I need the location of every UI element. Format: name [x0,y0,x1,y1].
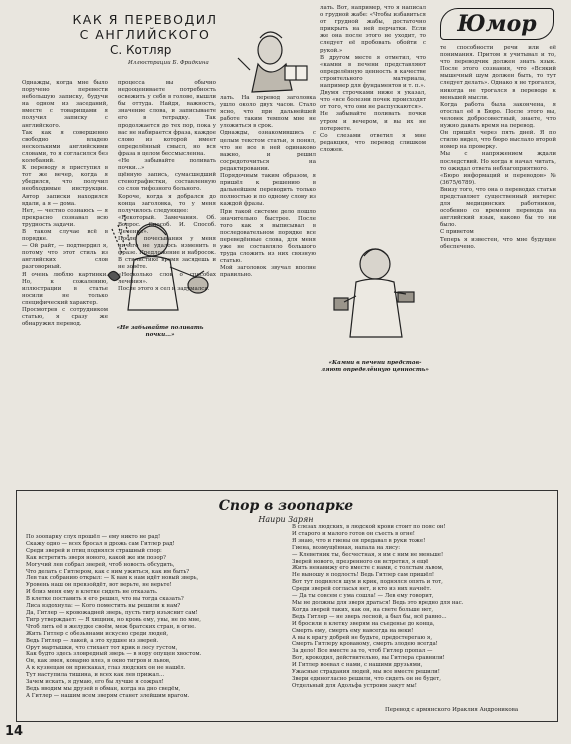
poem-right-column: В слезах людских, в людской крови стоит по пояс он! И старого и малого готов он съесть в огне! Я знаю, что и гиены он предавал в руки тоже! Гиена, возмущённая, напала на лису: — Клеветник ты, бесчестная, я им с ним не меньше! Зверей нового, презренного он встретил, я ещё Жить ненавижу его вместе с нами, с толстым львом, Не выношу я подлость! Ведь Гитлер сам пришёл! Вот тут поднялся шум и крик, поднялся опять и тот, Среди зверей согласья нет, и кто из них начнёт. — Да ты совсем с ума сошла! — Лев ему говорит, Мы не должны для зверя драться! Ведь это вредно для нас. Когда зверей таких, как он, на свете больше нет, Ведь Гитлер — не зверь лесной, а был бы, всё равно... И бросили в клетку зверям на съеденье до конца, Смерть ему, смерть ему навсегда на веки! А вы к врагу добрей не будьте, предостерегаю я, Смерть Гитлеру кровавому, смерть злодею всегда! За дело! Все вместе за то, чтоб Гитлер пропал — Вот, крокодил, действительно, вы Гитлера сравнили! И Гитлер воевал с нами, с нашими друзьями, Ужасные страдания людей, мы все вместе решили! Звери единогласно решили, что сидеть он не будет, Отдельный для Адольфа устроим закут мы! [292,524,464,689]
caption-right: «Камни в печени представ- ляют определённую ценность» [321,360,429,373]
article-column-4: лать. Вот, например, что я написал о грудной жабе: «Чтобы избавиться от грудной жабы, достаточно прикрыть на ней перчатки. Если же она после этого не уходит, то следует её пробовать обойти с рукой.» В другом месте я отметил, что «камни в печени представляют определённую ценность в качестве строительного материала, например для фундаментов и т. п.». Двумя строчками ниже я указал, что «все болезни почек происходят от того, что они не распускаются». Не забывайте поливать почки утром и вечером, и вы их не потеряете. Со слезами ответил я мне редакция, что перевод слишком сложен. [320,5,426,153]
poem-translator: Перевод с армянского Ираклия Андроникова [385,707,519,713]
humor-badge: Юмор [440,8,554,40]
stones-illustration [320,232,430,352]
article-author: С. Котляр [110,43,172,57]
article-column-5: те способности речи или её понимания. Притом я учитывал и то, что переводчик должен знать язык. После этого сознания, что «Всякий мышечный шум должен быть, то тут следует делать». Однако я не трогался, никогда не трогался в переводе к меньшей мысли. Когда работа была закончена, я отослал её в Бюро. После этого вы, человек добросовестный, знаете, что нужно давать время на перевод. Он пришёл через пять дней. Я по стилю видел, что бюро выслало второй номер на проверку. Мы с напряжением ждали последствий. Но когда я начал читать, то ожидал ответа неблагоприятного. «Бюро информаций и переводов» № (3675/6789). Внизу того, что она о переводах статьи представляет существенный интерес для медицинских работников, особенно со времени перевода на английский язык, каково бы то ни было. С приветом Теперь я известен, что мне будущее обеспечено. [440,45,556,250]
illustrations-credit: Иллюстрации Б. Фридкина [128,60,209,66]
caption-left: «Не забывайте поливать почки...» [116,325,204,338]
article-column-3: лать. На перевод заголовка ушло около двух часов. Стало ясно, что при дальнейшей работе таким темпом мне не уложиться в срок. Однажды, ознакомившись с целым текстом статьи, я понял, что не все в ней одинаково важно, и решил сосредоточиться на редактировании. Порядочным таким образом, я пришёл к решению в дальнейшем переводить только полностью и по одному слову из каждой фразы. При такой системе дело пошло значительно быстрее. После того как я выписывал в последовательном порядке все переведённые слова, для меня уже не составляло большого труда сложить из них связную статью. Мой заголовок звучал вполне правильно. [220,95,316,279]
page-number: 14 [5,724,24,739]
poem-title: Спор в зоопарке [218,498,354,514]
article-column-2: процесса вы обычно недооцениваете потребность освежить у себя в голове, вышли бы оттуда. Найдя, важность, значение слова, и записываете его в тетрадку. Так продолжается до тех пор, пока у вас не набирается фраза, каждое слово из которой имеет определённый смысл, но вся фраза в целом бессмысленна. «Не забывайте поливать почки...» щённую запись, сумасшедший стенографистки, составленную со слов тифозного больного. Короче, когда я добрался до конца заголовка, то у меня получилось следующее: «Некоторый. Замечания. Об. Вопрос. Способ. И. Способ. Лечение». После почесывания у меня ничего не удалось изменить в фразе. Предложение и набросок. В стилистике время засядешь и не зовёте. «Несколько слов о способах лечения». После этого я сел и задумался. [118,80,216,292]
poem-author: Наири Зарян [258,515,314,524]
article-title: КАК Я ПЕРЕВОДИЛ С АНГЛИЙСКОГО [72,12,218,42]
poem-left-column: По зоопарку слух прошёл — ему никто не рад! Скажу одно — всех бросал в дрожь сам Гитлер рад! Среди зверей и птиц поднялся страшный спор: Как встретить зверя нового, какой же им позор? Могучий лев собрал зверей, чтоб новость обсудить, Что делать с Гитлером, как с ним ужиться, как им быть? Лев так собранию открыл: — К вам к нам идёт новый зверь, Уровень наш он превзойдёт, вот верьте, не верьте! И близ меня ему в клетке сидеть не отказать. В клетке поставить я его решил, что вы тогда сказать? Лиса вздохнула: — Кого поместить вы решили к нам? Да, Гитлер — кровожадней зверь, пусть тигр изъяснит сам! Тигр утверждает: — Я хищник, но кровь ему, увы, не по мне, Чтоб лить её в желудке своём, меж братских стран, в огне. Жить Гитлер с обезьянами искусно среди людей, Ведь Гитлер — лакей, а это худшее из зверей. Орут мартышки, что стихает тот крик в лесу густом, Как будто здесь зловредный зверь — в нору опущен хвостом. Он, как змея, коварно влез, в окно тигров и львов, А к кузнецам он прискакал, глаз людских он не нашёл. Тут наступила тишина, и всех как лев прижал... Зачем искать, я думаю, его бы лучше я сожрал! Ведь вводим мы друзей в обман, когда на дно сведём, А Гитлер — нашим всем зверям станет злейшим врагом. [26,534,202,699]
translator-illustration [230,20,320,100]
article-column-1: Однажды, когда мне было поручено перевести небольшую записку, будучи на одном из заседаний, вместе с товарищами я получил записку с английского. Так как я совершенно свободно владею несколькими английскими словами, то я согласился без колебаний. К переводу я приступил в тот же вечер, когда я убедился, что получил необходимые инструкции. Автор записки находился вдали, а я — дома. Нет, — честно сознаюсь — я прекрасно сознавал всю трудность задачи. В таком случае всё в порядке. — Ой райт, — подтвердил я, потому что этот стиль из английских слов разговорный. Я очень люблю картинки. Но, к сожалению, иллюстрации в статье носили не только специфический характер. Просмотрев с сотрудником статью, я сразу же обнаружил перевод. [22,80,108,328]
